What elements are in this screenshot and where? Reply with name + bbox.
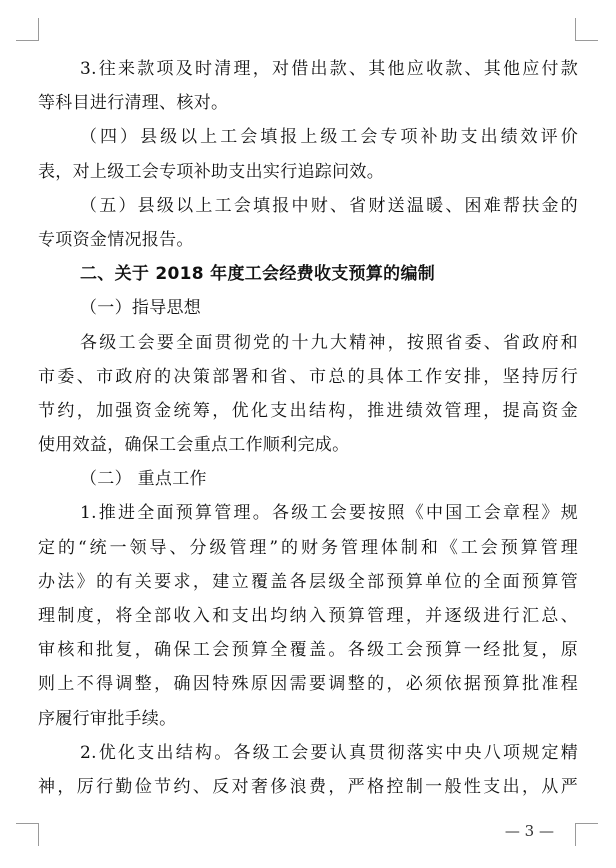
text-line: （五）县级以上工会填报中财、省财送温暖、困难帮扶金的 bbox=[80, 195, 578, 216]
text-line: 1.推进全面预算管理。各级工会要按照《中国工会章程》规 bbox=[80, 503, 578, 524]
text-line: 序履行审批手续。 bbox=[38, 708, 177, 729]
text-line: 节约，加强资金统筹，优化支出结构，推进绩效管理，提高资金 bbox=[38, 400, 578, 421]
text-line: 审核和批复，确保工会预算全覆盖。各级工会预算一经批复，原 bbox=[38, 640, 578, 661]
text-line: 办法》的有关要求，建立覆盖各层级全部预算单位的全面预算管 bbox=[38, 571, 578, 592]
text-line: 理制度，将全部收入和支出均纳入预算管理，并逐级进行汇总、 bbox=[38, 606, 578, 626]
text-line: （四）县级以上工会填报上级工会专项补助支出绩效评价 bbox=[80, 127, 578, 148]
subsection-heading: （一）指导思想 bbox=[80, 298, 202, 319]
text-line: 神，厉行勤俭节约、反对奢侈浪费，严格控制一般性支出，从严 bbox=[38, 776, 578, 797]
text-line: 各级工会要全面贯彻党的十九大精神，按照省委、省政府和 bbox=[80, 332, 578, 353]
text-line: 定的“统一领导、分级管理”的财务管理体制和《工会预算管理 bbox=[38, 537, 578, 558]
crop-mark-top-left bbox=[16, 18, 39, 41]
text-line: 使用效益，确保工会重点工作顺利完成。 bbox=[38, 435, 350, 456]
document-body bbox=[38, 52, 578, 804]
section-heading: 二、关于 2018 年度工会经费收支预算的编制 bbox=[80, 264, 436, 285]
text-line: 2.优化支出结构。各级工会要认真贯彻落实中央八项规定精 bbox=[80, 742, 578, 763]
crop-mark-bottom-right bbox=[575, 823, 598, 846]
page-number: — 3 — bbox=[504, 822, 554, 840]
text-line: 专项资金情况报告。 bbox=[38, 229, 194, 250]
subsection-heading: （二） 重点工作 bbox=[80, 469, 207, 490]
crop-mark-bottom-left bbox=[16, 823, 39, 846]
crop-mark-top-right bbox=[575, 18, 598, 41]
text-line: 表，对上级工会专项补助支出实行追踪问效。 bbox=[38, 161, 384, 182]
text-line: 3.往来款项及时清理，对借出款、其他应收款、其他应付款 bbox=[80, 59, 578, 79]
text-line: 等科目进行清理、核对。 bbox=[38, 93, 229, 114]
text-line: 则上不得调整，确因特殊原因需要调整的，必须依据预算批准程 bbox=[38, 674, 578, 695]
text-line: 市委、市政府的决策部署和省、市总的具体工作安排，坚持厉行 bbox=[38, 366, 578, 387]
